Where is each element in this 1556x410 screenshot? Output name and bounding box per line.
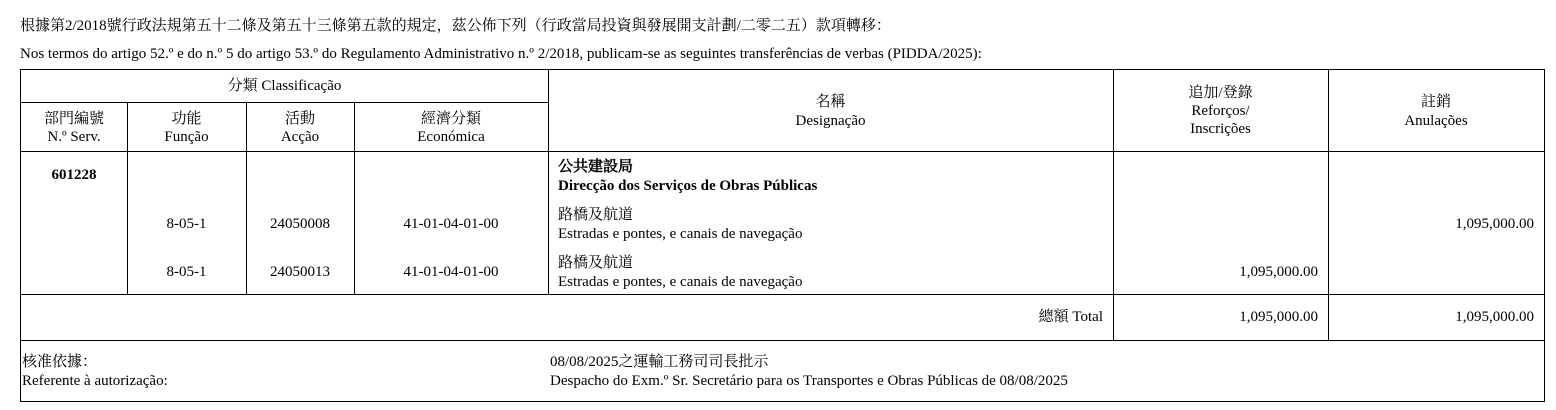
authorization-value-zh: 08/08/2025之運輸工務司司長批示 (550, 354, 769, 370)
rule-total-bottom (21, 340, 1544, 341)
department-name-zh: 公共建設局 (558, 159, 634, 175)
total-reforcos: 1,095,000.00 (1239, 309, 1318, 325)
row-1-designacao-pt: Estradas e pontes, e canais de navegação (558, 226, 803, 242)
row-1-funcao: 8-05-1 (166, 216, 207, 232)
header-reforcos-zh: 追加/登錄 (1188, 85, 1253, 101)
header-designacao-zh: 名稱 (815, 94, 846, 110)
header-serv-zh: 部門編號 (43, 111, 104, 127)
row-1-anulacoes: 1,095,000.00 (1455, 216, 1534, 232)
header-serv-pt: N.º Serv. (47, 129, 101, 145)
header-reforcos-pt1: Reforços/ (1191, 103, 1250, 119)
service-code: 601228 (51, 167, 97, 183)
intro-chinese: 根據第2/2018號行政法規第五十二條及第五十三條第五款的規定，茲公佈下列（行政當局投資與發展開支計劃/二零二五）款項轉移： (20, 18, 891, 34)
total-anulacoes: 1,095,000.00 (1455, 309, 1534, 325)
authorization-label-pt: Referente à autorização: (22, 373, 168, 389)
intro-portuguese: Nos termos do artigo 52.º e do n.º 5 do artigo 53.º do Regulamento Administrativo n.º 2/2018, publicam-se as seguintes transferências de verbas (PIDDA/2025): (20, 46, 982, 62)
authorization-value-pt: Despacho do Exm.º Sr. Secretário para os Transportes e Obras Públicas de 08/08/2025 (550, 373, 1068, 389)
transfer-table (20, 69, 1545, 402)
row-2-designacao-pt: Estradas e pontes, e canais de navegação (558, 274, 803, 290)
row-2-funcao: 8-05-1 (166, 264, 207, 280)
row-1-accao: 24050008 (270, 216, 330, 232)
rule-header-bottom (21, 151, 1544, 152)
authorization-label-zh: 核准依據： (22, 354, 98, 370)
row-1-designacao-zh: 路橋及航道 (558, 207, 634, 223)
header-funcao-pt: Função (164, 129, 209, 145)
header-anulacoes-zh: 註銷 (1420, 94, 1451, 110)
header-accao-zh: 活動 (284, 111, 315, 127)
header-designacao-pt: Designação (795, 113, 866, 129)
row-1-economica: 41-01-04-01-00 (403, 216, 499, 232)
header-anulacoes-pt: Anulações (1404, 113, 1468, 129)
row-2-accao: 24050013 (270, 264, 330, 280)
rule-body-bottom (21, 294, 1544, 295)
row-2-designacao-zh: 路橋及航道 (558, 255, 634, 271)
header-accao-pt: Acção (280, 129, 320, 145)
header-economica-zh: 經濟分類 (420, 111, 481, 127)
header-reforcos-pt2: Inscrições (1190, 121, 1251, 137)
rule-classification-bottom (21, 102, 548, 103)
department-name-pt: Direcção dos Serviços de Obras Públicas (558, 178, 818, 194)
row-2-reforcos: 1,095,000.00 (1239, 264, 1318, 280)
header-classification: 分類 Classificação (227, 78, 342, 94)
header-funcao-zh: 功能 (171, 111, 202, 127)
total-label: 總額 Total (1038, 309, 1103, 325)
row-2-economica: 41-01-04-01-00 (403, 264, 499, 280)
header-economica-pt: Económica (417, 129, 485, 145)
